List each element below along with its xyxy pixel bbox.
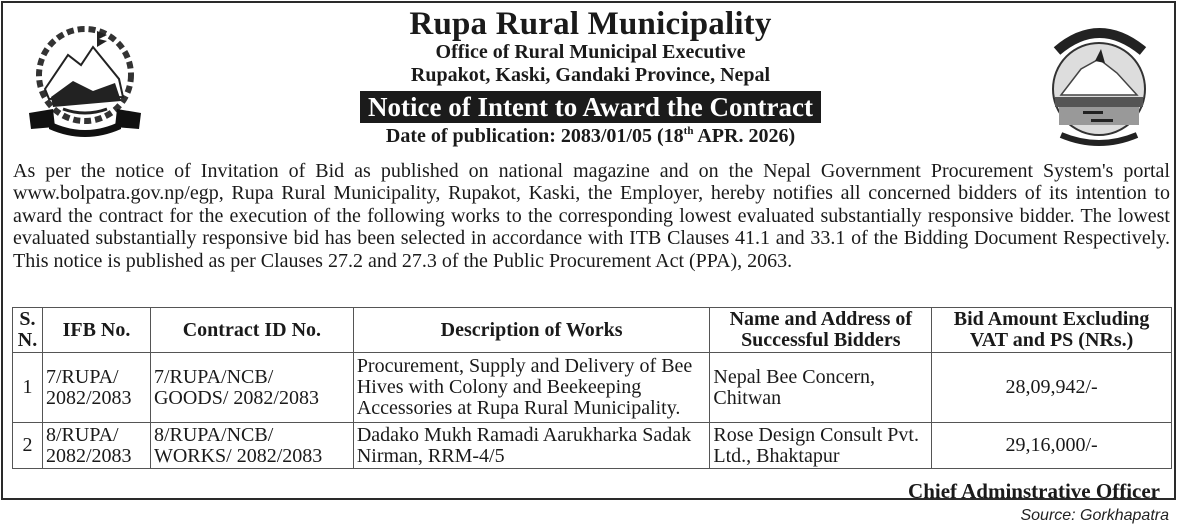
notice-paragraph: As per the notice of Invitation of Bid as published on national magazine and on the Nepal Government Procurement System's portal www.bolpatra.gov.np/egp, Rupa Rural Municipality, Rupakot, Kaski, the Employer, hereby notifies all concerned bidders of its intention to award the contract for the execution of the following works to the corresponding lowest evaluated substantially responsive bidder. The lowest evaluated substantially responsive bid has been selected in accordance with ITB Clauses 41.1 and 33.1 of the Bidding Document Respectively. This notice is published as per Clauses 27.2 and 27.3 of the Public Procurement Act (PPA), 2063. <box>13 160 1170 272</box>
cell-bidder: Nepal Bee Concern, Chitwan <box>710 353 932 423</box>
publication-date <box>3 123 1178 149</box>
header-ifb: IFB No. <box>42 308 150 353</box>
signatory-title: Chief Adminstrative Officer <box>908 479 1160 503</box>
notice-title-banner: Notice of Intent to Award the Contract <box>360 91 821 123</box>
header-contract-id: Contract ID No. <box>150 308 353 353</box>
office-address: Rupakot, Kaski, Gandaki Province, Nepal <box>410 64 771 86</box>
cell-sn: 1 <box>13 353 43 423</box>
cell-description: Dadako Mukh Ramadi Aarukharka Sadak Nirman, RRM-4/5 <box>353 423 710 469</box>
office-name: Office of Rural Municipal Executive <box>435 41 746 63</box>
notice-header <box>3 7 1178 149</box>
table-row <box>13 353 1172 423</box>
header-description: Description of Works <box>353 308 710 353</box>
cell-contract-id: 8/RUPA/NCB/ WORKS/ 2082/2083 <box>150 423 353 469</box>
cell-amount: 29,16,000/- <box>932 423 1172 469</box>
pub-date-suffix: APR. 2026) <box>693 125 796 147</box>
cell-ifb: 7/RUPA/ 2082/2083 <box>42 353 150 423</box>
notice-frame <box>1 1 1176 503</box>
header-sn: S. N. <box>13 308 43 353</box>
municipality-title: Rupa Rural Municipality <box>409 6 772 42</box>
cell-bidder: Rose Design Consult Pvt. Ltd., Bhaktapur <box>710 423 932 469</box>
cell-amount: 28,09,942/- <box>932 353 1172 423</box>
table-header-row <box>13 308 1172 353</box>
table-row <box>13 423 1172 469</box>
cell-description: Procurement, Supply and Delivery of Bee Hives with Colony and Beekeeping Accessories at Rupa Rural Municipality. <box>353 353 710 423</box>
cell-contract-id: 7/RUPA/NCB/ GOODS/ 2082/2083 <box>150 353 353 423</box>
cell-sn: 2 <box>13 423 43 469</box>
header-amount: Bid Amount Excluding VAT and PS (NRs.) <box>932 308 1172 353</box>
source-credit: Source: Gorkhapatra <box>1020 507 1169 524</box>
award-table <box>12 307 1172 469</box>
header-bidder: Name and Address of Successful Bidders <box>710 308 932 353</box>
pub-date-ordinal: th <box>683 125 694 137</box>
cell-ifb: 8/RUPA/ 2082/2083 <box>42 423 150 469</box>
pub-date-prefix: Date of publication: 2083/01/05 (18 <box>385 125 684 147</box>
